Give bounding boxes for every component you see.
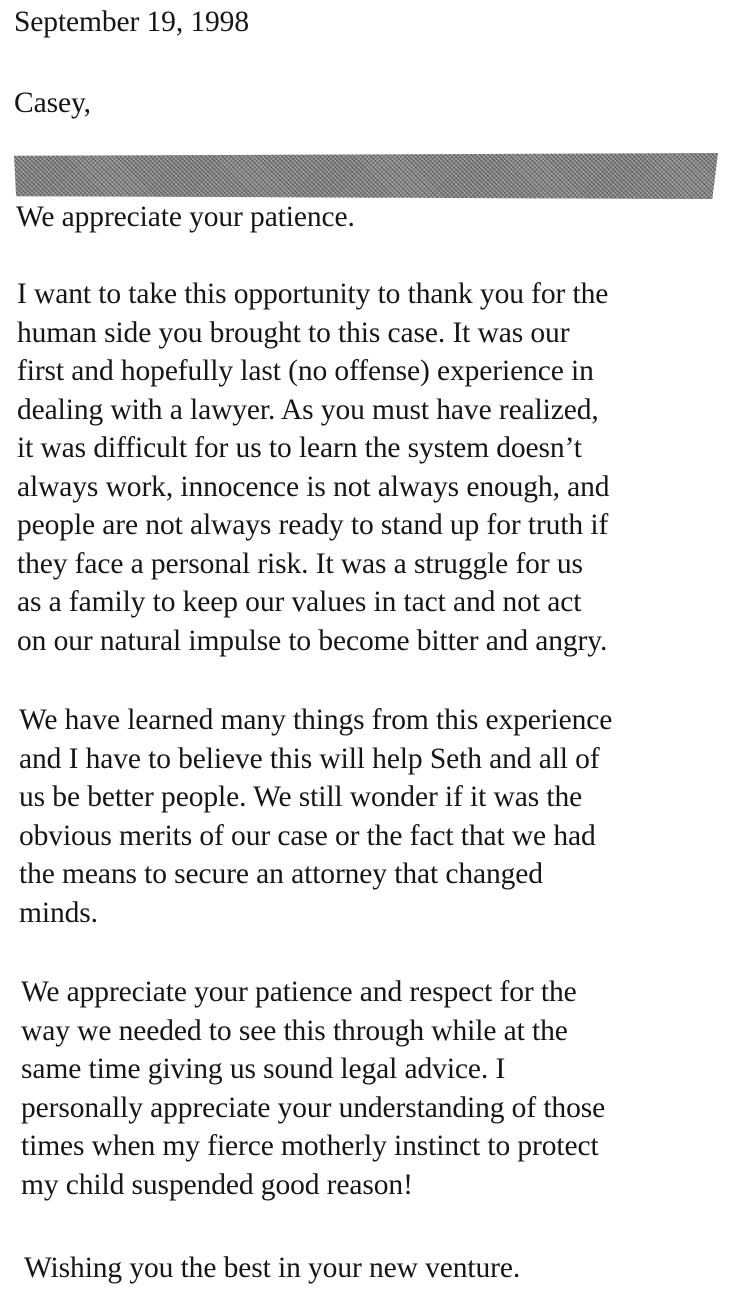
paragraph-3-line: way we needed to see this through while at the <box>21 1015 568 1047</box>
paragraph-1-line: it was difficult for us to learn the system doesn’t <box>17 432 582 464</box>
letter-salutation: Casey, <box>14 87 91 119</box>
paragraph-3-line: same time giving us sound legal advice. I <box>21 1053 506 1085</box>
letter-date: September 19, 1998 <box>14 6 249 38</box>
paragraph-1-line: people are not always ready to stand up for truth if <box>17 509 609 541</box>
paragraph-2-line: and I have to believe this will help Seth and all of <box>19 743 600 775</box>
paragraph-3-line: my child suspended good reason! <box>21 1169 413 1201</box>
paragraph-3-line: We appreciate your patience and respect for the <box>21 976 577 1008</box>
paragraph-1-line: I want to take this opportunity to thank you for the <box>17 278 609 310</box>
paragraph-1-line: as a family to keep our values in tact and not act <box>17 586 582 618</box>
paragraph-2-line: minds. <box>19 897 98 929</box>
letter-opening: We appreciate your patience. <box>16 201 355 233</box>
paragraph-1-line: on our natural impulse to become bitter and angry. <box>17 625 608 657</box>
paragraph-1-line: dealing with a lawyer. As you must have realized, <box>17 394 599 426</box>
paragraph-2-line: the means to secure an attorney that changed <box>19 858 543 890</box>
paragraph-1-line: always work, innocence is not always enough, and <box>17 471 610 503</box>
paragraph-2-line: obvious merits of our case or the fact that we had <box>19 820 596 852</box>
paragraph-1-line: human side you brought to this case. It was our <box>17 317 570 349</box>
paragraph-2-line: We have learned many things from this experience <box>19 704 613 736</box>
redaction-bar <box>14 153 718 199</box>
paragraph-1-line: first and hopefully last (no offense) experience in <box>17 355 594 387</box>
letter-closing: Wishing you the best in your new venture. <box>24 1252 521 1284</box>
paragraph-2-line: us be better people. We still wonder if it was the <box>19 781 583 813</box>
paragraph-3-line: personally appreciate your understanding of those <box>21 1092 606 1124</box>
paragraph-1-line: they face a personal risk. It was a struggle for us <box>17 548 583 580</box>
paragraph-3-line: times when my fierce motherly instinct to protect <box>21 1130 599 1162</box>
